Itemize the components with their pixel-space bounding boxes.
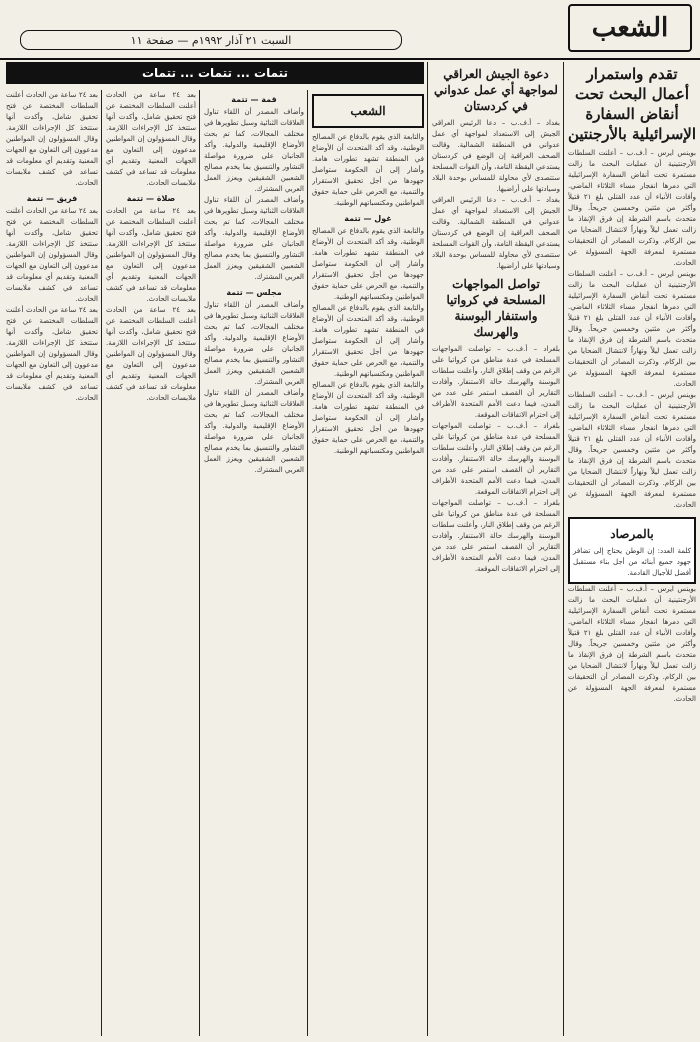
article-text: بلغراد – أ.ف.ب – تواصلت المواجهات المسلحة في عدة مناطق من كرواتيا على الرغم من وقف إطلاق النار، وأعلنت سلطات البوسنة والهرسك حالة الاستنفار. وأفادت التقارير أن القصف استمر على عدد من المدن، فيما دعت الأمم المتحدة الأطراف إلى احترام الاتفاقات الموقعة. xyxy=(432,499,560,573)
article-text: وأضاف المصدر أن اللقاء تناول العلاقات الثنائية وسبل تطويرها في مختلف المجالات، كما تم بحث الأوضاع الإقليمية والدولية. وأكد الجانبان على ضرورة مواصلة التشاور والتنسيق بما يخدم مصالح الشعبين الشقيقين ويعزز العمل العربي المشترك. xyxy=(204,389,304,474)
article-text: بوينس ايرس – أ.ف.ب – أعلنت السلطات الأرجنتينية أن عمليات البحث ما زالت مستمرة تحت أنقاض السفارة الإسرائيلية التي دمرها انفجار مساء الثلاثاء الماضي. وأفادت الأنباء أن عدد القتلى بلغ ٢١ قتيلاً وأكثر من مئتين وخمسين جريحاً. وقال متحدث باسم الشرطة إن فرق الإنقاذ ما زالت تعمل ليلاً ونهاراً لانتشال الضحايا من بين الركام. وذكرت المصادر أن التحقيقات مستمرة لمعرفة الجهة المسؤولة عن الحادث. xyxy=(568,270,696,388)
subhead: غول — تتمة xyxy=(344,214,392,223)
column-rule xyxy=(101,90,102,1036)
article-text: بوينس ايرس – أ.ف.ب – أعلنت السلطات الأرجنتينية أن عمليات البحث ما زالت مستمرة تحت أنقاض السفارة الإسرائيلية التي دمرها انفجار مساء الثلاثاء الماضي. وأفادت الأنباء أن عدد القتلى بلغ ٢١ قتيلاً وأكثر من مئتين وخمسين جريحاً. وقال متحدث باسم الشرطة إن فرق الإنقاذ ما زالت تعمل ليلاً ونهاراً لانتشال الضحايا من بين الركام. وذكرت المصادر أن التحقيقات مستمرة لمعرفة الجهة المسؤولة عن الحادث. xyxy=(568,149,696,267)
editorial-box xyxy=(568,517,696,584)
alshaab-box xyxy=(312,94,424,128)
column-rule xyxy=(427,62,428,1036)
column-5 xyxy=(106,90,196,1036)
article-text: بوينس ايرس – أ.ف.ب – أعلنت السلطات الأرجنتينية أن عمليات البحث ما زالت مستمرة تحت أنقاض السفارة الإسرائيلية التي دمرها انفجار مساء الثلاثاء الماضي. وأفادت الأنباء أن عدد القتلى بلغ ٢١ قتيلاً وأكثر من مئتين وخمسين جريحاً. وقال متحدث باسم الشرطة إن فرق الإنقاذ ما زالت تعمل ليلاً ونهاراً لانتشال الضحايا من بين الركام. وذكرت المصادر أن التحقيقات مستمرة لمعرفة الجهة المسؤولة عن الحادث. xyxy=(568,585,696,703)
article-text: بوينس ايرس – أ.ف.ب – أعلنت السلطات الأرجنتينية أن عمليات البحث ما زالت مستمرة تحت أنقاض السفارة الإسرائيلية التي دمرها انفجار مساء الثلاثاء الماضي. وأفادت الأنباء أن عدد القتلى بلغ ٢١ قتيلاً وأكثر من مئتين وخمسين جريحاً. وقال متحدث باسم الشرطة إن فرق الإنقاذ ما زالت تعمل ليلاً ونهاراً لانتشال الضحايا من بين الركام. وذكرت المصادر أن التحقيقات مستمرة لمعرفة الجهة المسؤولة عن الحادث. xyxy=(568,391,696,509)
box-headline: الشعب xyxy=(350,104,386,118)
article-text: والتابعة الذي يقوم بالدفاع عن المصالح الوطنية، وقد أكد المتحدث أن الأوضاع في المنطقة تشهد تطورات هامة. وأشار إلى أن الحكومة ستواصل جهودها من أجل تحقيق الاستقرار والتنمية، مع الحرص على حماية حقوق المواطنين ومكتسباتهم الوطنية. xyxy=(312,133,424,207)
dateline: السبت ٢١ آذار ١٩٩٢م — صفحة ١١ xyxy=(20,30,402,50)
tatimma-ribbon: تتمات ... تتمات ... تتمات xyxy=(6,62,424,84)
column-rule xyxy=(307,90,308,1036)
article-text: وأضاف المصدر أن اللقاء تناول العلاقات الثنائية وسبل تطويرها في مختلف المجالات، كما تم بحث الأوضاع الإقليمية والدولية. وأكد الجانبان على ضرورة مواصلة التشاور والتنسيق بما يخدم مصالح الشعبين الشقيقين ويعزز العمل العربي المشترك. xyxy=(204,301,304,386)
article-text: بغداد – أ.ف.ب – دعا الرئيس العراقي الجيش إلى الاستعداد لمواجهة أي عمل عدواني في المنطقة الشمالية. وقالت الصحف العراقية إن الوضع في كردستان يستدعي اليقظة التامة، وأن القوات المسلحة ستتصدى لأي محاولة للمساس بوحدة البلاد وسيادتها على أراضيها. xyxy=(432,119,560,193)
article-text: بعد ٢٤ ساعة من الحادث أعلنت السلطات المختصة عن فتح تحقيق شامل، وأكدت أنها ستتخذ كل الإجراءات اللازمة. وقال المسؤولون إن المواطنين مدعوون إلى التعاون مع الجهات المعنية وتقديم أي معلومات قد تساعد في كشف ملابسات الحادث. xyxy=(106,91,196,187)
article-text: وأضاف المصدر أن اللقاء تناول العلاقات الثنائية وسبل تطويرها في مختلف المجالات، كما تم بحث الأوضاع الإقليمية والدولية. وأكد الجانبان على ضرورة مواصلة التشاور والتنسيق بما يخدم مصالح الشعبين الشقيقين ويعزز العمل العربي المشترك. xyxy=(204,108,304,193)
subhead: صلاة — تتمة xyxy=(126,194,176,203)
masthead xyxy=(0,0,700,60)
article-text: بغداد – أ.ف.ب – دعا الرئيس العراقي الجيش إلى الاستعداد لمواجهة أي عمل عدواني في المنطقة الشمالية. وقالت الصحف العراقية إن الوضع في كردستان يستدعي اليقظة التامة، وأن القوات المسلحة ستتصدى لأي محاولة للمساس بوحدة البلاد وسيادتها على أراضيها. xyxy=(432,196,560,270)
article-text: بعد ٢٤ ساعة من الحادث أعلنت السلطات المختصة عن فتح تحقيق شامل، وأكدت أنها ستتخذ كل الإجراءات اللازمة. وقال المسؤولون إن المواطنين مدعوون إلى التعاون مع الجهات المعنية وتقديم أي معلومات قد تساعد في كشف ملابسات الحادث. xyxy=(6,306,98,402)
box-text: كلمة العدد: إن الوطن يحتاج إلى تضافر جهود جميع أبنائه من أجل بناء مستقبل أفضل للأجيال القادمة. xyxy=(573,547,691,577)
subhead: فريق — تتمة xyxy=(26,194,78,203)
article-text: بعد ٢٤ ساعة من الحادث أعلنت السلطات المختصة عن فتح تحقيق شامل، وأكدت أنها ستتخذ كل الإجراءات اللازمة. وقال المسؤولون إن المواطنين مدعوون إلى التعاون مع الجهات المعنية وتقديم أي معلومات قد تساعد في كشف ملابسات الحادث. xyxy=(106,207,196,303)
box-title: بالمرصاد xyxy=(610,527,654,541)
article-text: بعد ٢٤ ساعة من الحادث أعلنت السلطات المختصة عن فتح تحقيق شامل، وأكدت أنها ستتخذ كل الإجراءات اللازمة. وقال المسؤولون إن المواطنين مدعوون إلى التعاون مع الجهات المعنية وتقديم أي معلومات قد تساعد في كشف ملابسات الحادث. xyxy=(106,306,196,402)
article-text: والتابعة الذي يقوم بالدفاع عن المصالح الوطنية، وقد أكد المتحدث أن الأوضاع في المنطقة تشهد تطورات هامة. وأشار إلى أن الحكومة ستواصل جهودها من أجل تحقيق الاستقرار والتنمية، مع الحرص على حماية حقوق المواطنين ومكتسباتهم الوطنية. xyxy=(312,227,424,301)
column-3 xyxy=(312,90,424,1036)
subhead: مجلس — تتمة xyxy=(226,288,282,297)
headline-croatia: تواصل المواجهات المسلحة في كرواتيا واستنفار البوسنة والهرسك xyxy=(446,277,546,339)
headline-iraq: دعوة الجيش العراقي لمواجهة أي عمل عدواني في كردستان xyxy=(434,67,558,113)
column-4 xyxy=(204,90,304,1036)
column-rule xyxy=(563,62,564,1036)
headline-argentina: تقدم واستمرار أعمال البحث تحت أنقاض السفارة الإسرائيلية بالأرجنتين xyxy=(568,65,696,143)
article-text: والتابعة الذي يقوم بالدفاع عن المصالح الوطنية، وقد أكد المتحدث أن الأوضاع في المنطقة تشهد تطورات هامة. وأشار إلى أن الحكومة ستواصل جهودها من أجل تحقيق الاستقرار والتنمية، مع الحرص على حماية حقوق المواطنين ومكتسباتهم الوطنية. xyxy=(312,304,424,378)
article-text: بعد ٢٤ ساعة من الحادث أعلنت السلطات المختصة عن فتح تحقيق شامل، وأكدت أنها ستتخذ كل الإجراءات اللازمة. وقال المسؤولون إن المواطنين مدعوون إلى التعاون مع الجهات المعنية وتقديم أي معلومات قد تساعد في كشف ملابسات الحادث. xyxy=(6,207,98,303)
newspaper-logo: الشعب xyxy=(568,4,692,52)
article-text: بلغراد – أ.ف.ب – تواصلت المواجهات المسلحة في عدة مناطق من كرواتيا على الرغم من وقف إطلاق النار، وأعلنت سلطات البوسنة والهرسك حالة الاستنفار. وأفادت التقارير أن القصف استمر على عدد من المدن، فيما دعت الأمم المتحدة الأطراف إلى احترام الاتفاقات الموقعة. xyxy=(432,422,560,496)
article-text: بعد ٢٤ ساعة من الحادث أعلنت السلطات المختصة عن فتح تحقيق شامل، وأكدت أنها ستتخذ كل الإجراءات اللازمة. وقال المسؤولون إن المواطنين مدعوون إلى التعاون مع الجهات المعنية وتقديم أي معلومات قد تساعد في كشف ملابسات الحادث. xyxy=(6,91,98,187)
article-text: وأضاف المصدر أن اللقاء تناول العلاقات الثنائية وسبل تطويرها في مختلف المجالات، كما تم بحث الأوضاع الإقليمية والدولية. وأكد الجانبان على ضرورة مواصلة التشاور والتنسيق بما يخدم مصالح الشعبين الشقيقين ويعزز العمل العربي المشترك. xyxy=(204,196,304,281)
column-2 xyxy=(432,62,560,1036)
subhead: قمة — تتمة xyxy=(231,95,277,104)
column-1 xyxy=(568,62,696,1036)
column-6 xyxy=(6,90,98,1036)
article-text: والتابعة الذي يقوم بالدفاع عن المصالح الوطنية، وقد أكد المتحدث أن الأوضاع في المنطقة تشهد تطورات هامة. وأشار إلى أن الحكومة ستواصل جهودها من أجل تحقيق الاستقرار والتنمية، مع الحرص على حماية حقوق المواطنين ومكتسباتهم الوطنية. xyxy=(312,381,424,455)
article-text: بلغراد – أ.ف.ب – تواصلت المواجهات المسلحة في عدة مناطق من كرواتيا على الرغم من وقف إطلاق النار، وأعلنت سلطات البوسنة والهرسك حالة الاستنفار. وأفادت التقارير أن القصف استمر على عدد من المدن، فيما دعت الأمم المتحدة الأطراف إلى احترام الاتفاقات الموقعة. xyxy=(432,345,560,419)
column-rule xyxy=(199,90,200,1036)
